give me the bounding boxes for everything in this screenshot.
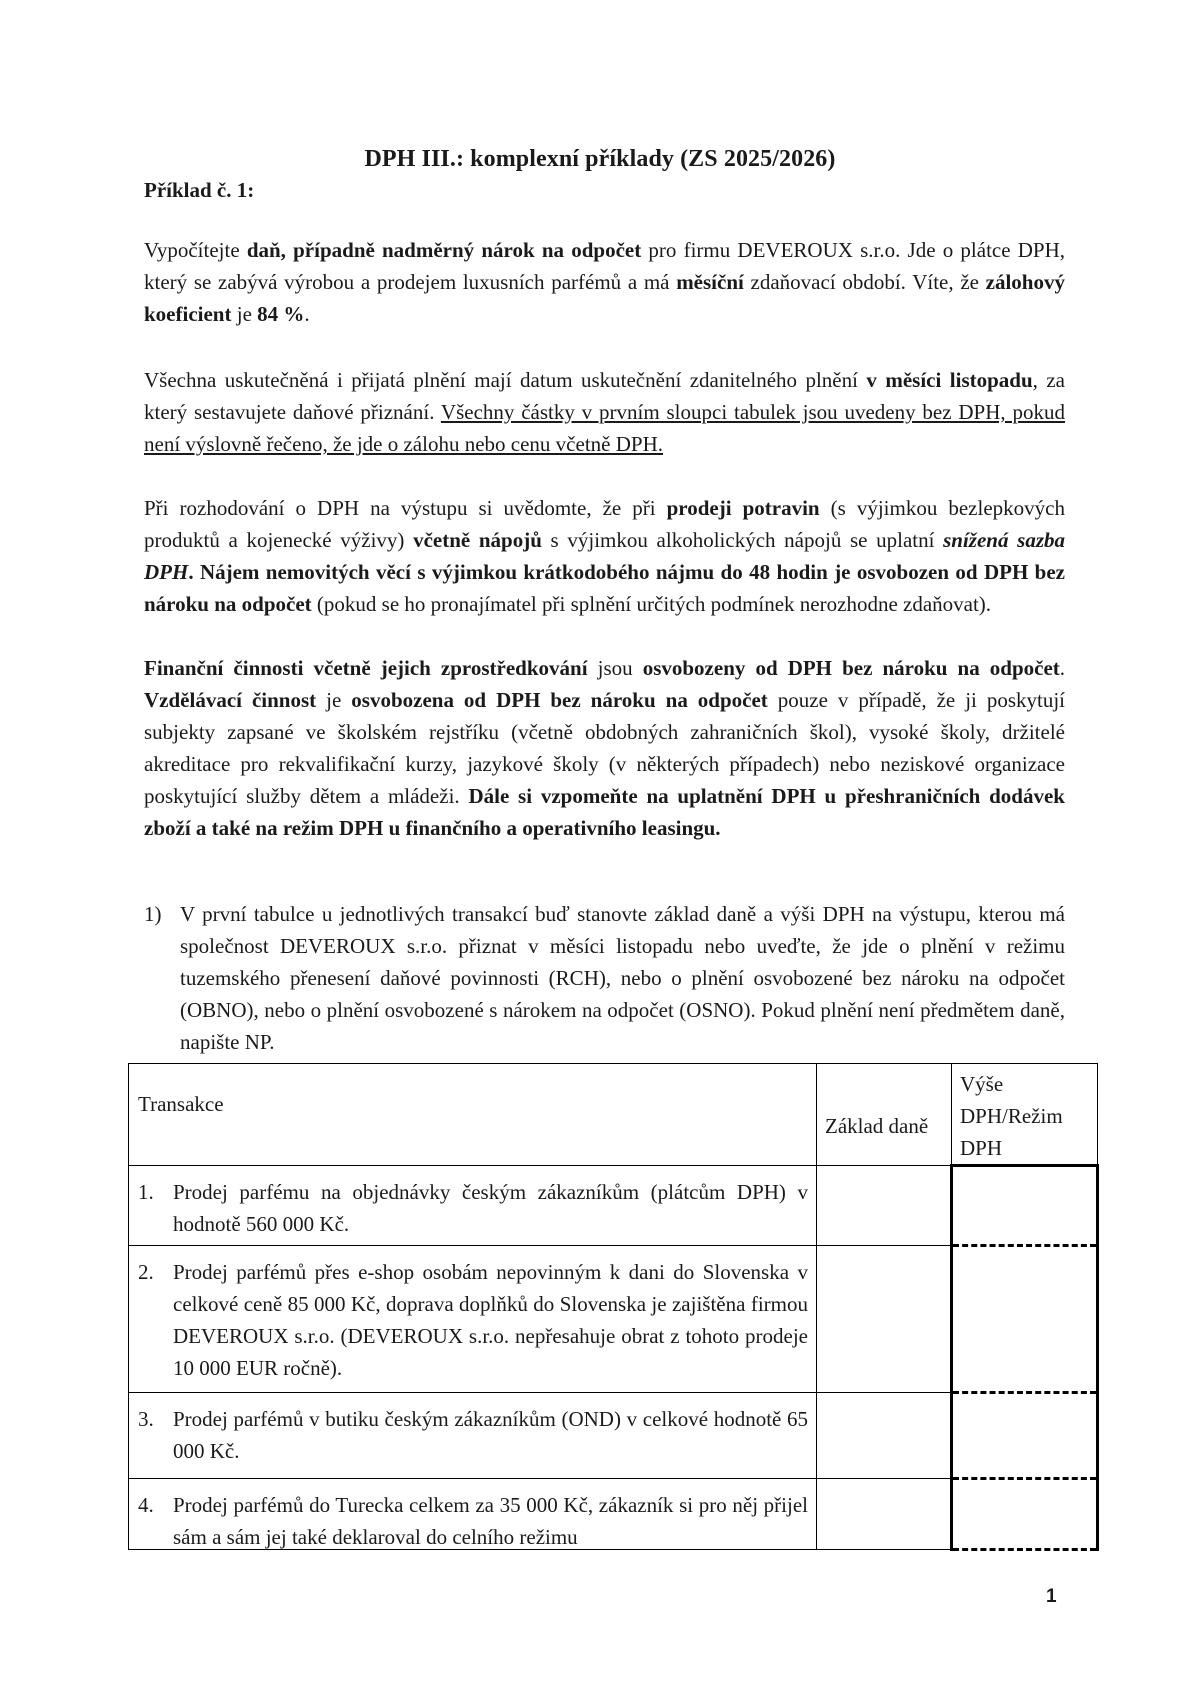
base-input-cell[interactable]: [817, 1393, 952, 1479]
text-run: zdaňovací období. Víte, že: [743, 270, 986, 294]
table-row: [129, 1479, 1098, 1550]
text-run-bold: osvobozena od DPH bez nároku na odpočet: [351, 688, 768, 712]
text-run-bold: . Nájem nemovitých věcí s výjimkou krátkodobého nájmu do 48 hodin je osvobozen od DPH bez nároku na odpočet: [144, 560, 1065, 616]
text-run-bold: prodeji potravin: [666, 496, 820, 520]
header-base-label: Základ daně: [825, 1114, 929, 1138]
base-input-cell[interactable]: [817, 1479, 952, 1550]
row-description: Prodej parfému na objednávky českým zákazníkům (plátcům DPH) v hodnotě 560 000 Kč.: [173, 1180, 808, 1236]
row-description: Prodej parfémů v butiku českým zákazníkům (OND) v celkové hodnotě 65 000 Kč.: [173, 1407, 808, 1463]
header-vat: [952, 1064, 1098, 1166]
transaction-cell: [129, 1246, 817, 1393]
vat-input-cell[interactable]: [952, 1393, 1098, 1479]
row-description: Prodej parfémů do Turecka celkem za 35 000 Kč, zákazník si pro něj přijel sám a sám jej také deklaroval do celního režimu: [173, 1493, 808, 1549]
text-run-bold: Vzdělávací činnost: [144, 688, 317, 712]
header-transaction: [129, 1064, 817, 1166]
paragraph-dates: [144, 364, 1065, 460]
text-run: , za který sestavujete daňové přiznání.: [144, 368, 1065, 424]
task-text: V první tabulce u jednotlivých transakcí buď stanovte základ daně a výši DPH na výstupu, kterou má společnost DEVEROUX s.r.o. přiznat v měsíci listopadu nebo uveďte, že jde o plnění v režimu tuzemského přenesení daňové povinnosti (RCH), nebo o plnění osvobozené bez nároku na odpočet (OBNO), nebo o plnění osvobozené s nárokem na odpočet (OSNO). Pokud plnění není předmětem daně, napište NP.: [180, 902, 1065, 1054]
vat-input-cell[interactable]: [952, 1246, 1098, 1393]
row-description: Prodej parfémů přes e-shop osobám nepovinným k dani do Slovenska v celkové ceně 85 000 Kč, doprava doplňků do Slovenska je zajištěna firmou DEVEROUX s.r.o. (DEVEROUX s.r.o. nepřesahuje obrat z tohoto prodeje 10 000 EUR ročně).: [173, 1260, 808, 1380]
text-run-bold-italic: snížená sazba DPH: [144, 528, 1065, 584]
base-input-cell[interactable]: [817, 1166, 952, 1246]
header-vat-label: Výše DPH/Režim DPH: [960, 1072, 1063, 1160]
page-number: 1: [1046, 1586, 1057, 1607]
text-run-bold: v měsíci listopadu: [866, 368, 1033, 392]
text-run: pouze v případě, že ji poskytují subjekty zapsané ve školském rejstříku (včetně obdobných zahraničních škol), vysoké školy, držitelé akreditace pro rekvalifikační kurzy, jazykové školy (v některých případech) nebo neziskové organizace poskytující služby dětem a mládeži.: [144, 688, 1066, 808]
row-number: 3.: [138, 1407, 154, 1431]
transaction-cell: [129, 1479, 817, 1550]
paragraph-vat-rates: [144, 492, 1065, 620]
base-input-cell[interactable]: [817, 1246, 952, 1393]
text-run: pro firmu DEVEROUX s.r.o. Jde o plátce DPH, který se zabývá výrobou a prodejem luxusních parfémů a má: [144, 238, 1065, 294]
transaction-cell: [129, 1393, 817, 1479]
task-number: 1): [144, 902, 162, 926]
text-run-bold: osvobozeny od DPH bez nároku na odpočet: [642, 656, 1060, 680]
table-header-row: [129, 1064, 1098, 1166]
row-number: 1.: [138, 1180, 154, 1204]
vat-input-cell[interactable]: [952, 1479, 1098, 1550]
text-run: jsou: [587, 656, 643, 680]
text-run: s výjimkou alkoholických nápojů se uplatní: [541, 528, 944, 552]
text-run-bold: Dále si vzpomeňte na uplatnění DPH u přeshraničních dodávek zboží a také na režim DPH u finančního a operativního leasingu.: [144, 784, 1065, 840]
text-run: (pokud se ho pronajímatel při splnění určitých podmínek nerozhodne zdaňovat).: [311, 592, 992, 616]
example-label: Příklad č. 1:: [144, 178, 255, 202]
text-run-bold: Finanční činnosti včetně jejich zprostředkování: [144, 656, 588, 680]
text-run: .: [304, 302, 310, 326]
text-run: je: [231, 302, 258, 326]
text-run-bold: včetně nápojů: [413, 528, 542, 552]
text-run-bold: měsíční: [676, 270, 744, 294]
text-run: Vypočítejte: [144, 238, 247, 262]
paragraph-exemptions: [144, 652, 1065, 844]
text-run-bold: zálohový koeficient: [144, 270, 1065, 326]
text-run-bold: 84 %: [257, 302, 305, 326]
text-run: Při rozhodování o DPH na výstupu si uvědomte, že při: [144, 496, 667, 520]
vat-input-cell[interactable]: [952, 1166, 1098, 1246]
transaction-cell: [129, 1166, 817, 1246]
header-transaction-label: Transakce: [138, 1092, 224, 1116]
paragraph-intro: [144, 234, 1065, 330]
row-number: 2.: [138, 1260, 154, 1284]
table-row: [129, 1393, 1098, 1479]
transactions-table: [128, 1063, 1099, 1551]
text-run-underlined: Všechny částky v prvním sloupci tabulek jsou uvedeny bez DPH, pokud není výslovně řečeno, že jde o zálohu nebo cenu včetně DPH.: [144, 400, 1065, 456]
task-list-item: [144, 898, 1065, 1058]
text-run-bold: daň, případně nadměrný nárok na odpočet: [246, 238, 642, 262]
text-run: (s výjimkou bezlepkových produktů a kojenecké výživy): [144, 496, 1065, 552]
row-number: 4.: [138, 1493, 154, 1517]
document-title: DPH III.: komplexní příklady (ZS 2025/2026): [364, 146, 836, 172]
text-run: .: [1059, 656, 1066, 680]
text-run: Všechna uskutečněná i přijatá plnění mají datum uskutečnění zdanitelného plnění: [144, 368, 867, 392]
header-base: [817, 1064, 952, 1166]
table-row: [129, 1166, 1098, 1246]
text-run: je: [316, 688, 352, 712]
table-row: [129, 1246, 1098, 1393]
